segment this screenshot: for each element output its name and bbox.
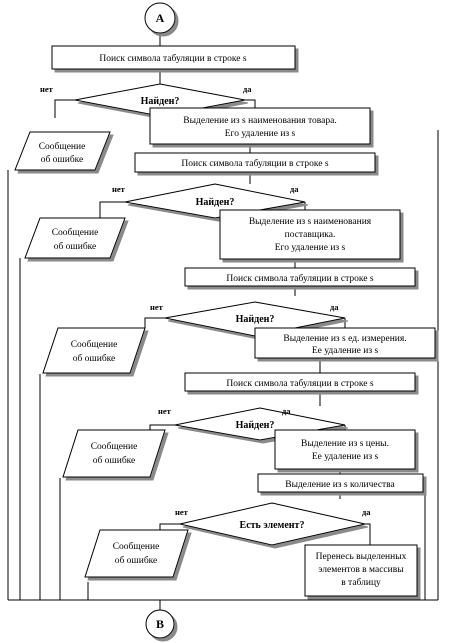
no-branch-line (55, 100, 75, 118)
svg-text:нет: нет (175, 507, 188, 517)
svg-text:об ошибке: об ошибке (72, 354, 116, 364)
svg-text:об ошибке: об ошибке (53, 242, 97, 252)
process-extract-unit (255, 328, 435, 358)
svg-text:нет: нет (112, 184, 125, 194)
process-search-tab-3 (185, 268, 415, 286)
svg-text:Сообщение: Сообщение (70, 340, 118, 350)
svg-text:Выделение из s наименования то: Выделение из s наименования товара. (183, 116, 337, 126)
process-search-tab-2 (135, 153, 375, 172)
svg-text:нет: нет (158, 406, 171, 416)
process-search-tab-1 (52, 46, 295, 69)
svg-text:Есть элемент?: Есть элемент? (239, 520, 305, 531)
svg-text:Найден?: Найден? (140, 96, 180, 107)
process-extract-price (275, 430, 415, 469)
process-extract-product-name (150, 108, 370, 144)
svg-text:Выделение из s цены.: Выделение из s цены. (301, 439, 389, 449)
connector-a-label: A (155, 11, 165, 25)
process-transfer-to-table (305, 545, 417, 596)
svg-text:Ее удаление из s: Ее удаление из s (311, 452, 379, 462)
svg-text:Найден?: Найден? (235, 420, 275, 431)
svg-text:нет: нет (150, 302, 163, 312)
svg-text:Ее удаление из s: Ее удаление из s (311, 346, 379, 356)
svg-text:Поиск символа табуляции в стро: Поиск символа табуляции в строке s (226, 274, 374, 284)
svg-text:Сообщение: Сообщение (51, 228, 99, 238)
process-search-tab-4 (185, 373, 415, 391)
svg-text:Выделение из s количества: Выделение из s количества (285, 480, 395, 490)
process-extract-supplier (220, 210, 400, 259)
no-branch-line (160, 524, 180, 530)
svg-text:об ошибке: об ошибке (114, 556, 158, 566)
error-message-2 (25, 218, 125, 258)
no-branch-line (145, 318, 165, 328)
svg-text:Его удаление из s: Его удаление из s (224, 129, 296, 139)
svg-text:Найден?: Найден? (195, 197, 235, 208)
svg-text:Перенесь выделенных: Перенесь выделенных (315, 552, 407, 562)
error-message-1 (15, 132, 110, 170)
svg-text:да: да (282, 406, 291, 416)
svg-text:да: да (290, 184, 299, 194)
svg-text:в таблицу: в таблицу (341, 578, 381, 588)
connector-a (145, 3, 175, 33)
yes-branch-line (365, 524, 370, 545)
error-message-3 (43, 328, 145, 373)
no-branch-line (100, 202, 125, 218)
error-message-5 (85, 530, 188, 577)
svg-text:Поиск символа табуляции в стро: Поиск символа табуляции в строке s (181, 159, 329, 169)
svg-text:да: да (362, 507, 371, 517)
yes-branch-line (245, 100, 255, 108)
svg-text:поставщика.: поставщика. (284, 230, 336, 240)
svg-text:Найден?: Найден? (235, 314, 275, 325)
svg-text:об ошибке: об ошибке (40, 155, 84, 165)
svg-text:Поиск символа табуляции в стро: Поиск символа табуляции в строке s (99, 54, 247, 64)
svg-text:да: да (330, 302, 339, 312)
process-extract-quantity (258, 474, 423, 492)
svg-text:Выделение из s ед. измерения.: Выделение из s ед. измерения. (283, 334, 407, 344)
no-branch-line (150, 425, 175, 430)
svg-text:Его удаление из s: Его удаление из s (274, 243, 346, 253)
svg-text:Сообщение: Сообщение (112, 542, 160, 552)
decision-element-exists (175, 503, 371, 545)
connector-b-label: B (155, 617, 165, 631)
svg-text:элементов в массивы: элементов в массивы (318, 565, 404, 575)
svg-text:нет: нет (40, 84, 53, 94)
svg-text:Сообщение: Сообщение (38, 142, 86, 152)
connector-b (146, 610, 174, 638)
svg-text:об ошибке: об ошибке (92, 456, 136, 466)
svg-text:Сообщение: Сообщение (90, 442, 138, 452)
svg-text:Поиск символа табуляции в стро: Поиск символа табуляции в строке s (226, 379, 374, 389)
svg-text:Выделение из s наименования: Выделение из s наименования (248, 217, 372, 227)
error-message-4 (63, 430, 165, 477)
svg-text:да: да (243, 84, 252, 94)
